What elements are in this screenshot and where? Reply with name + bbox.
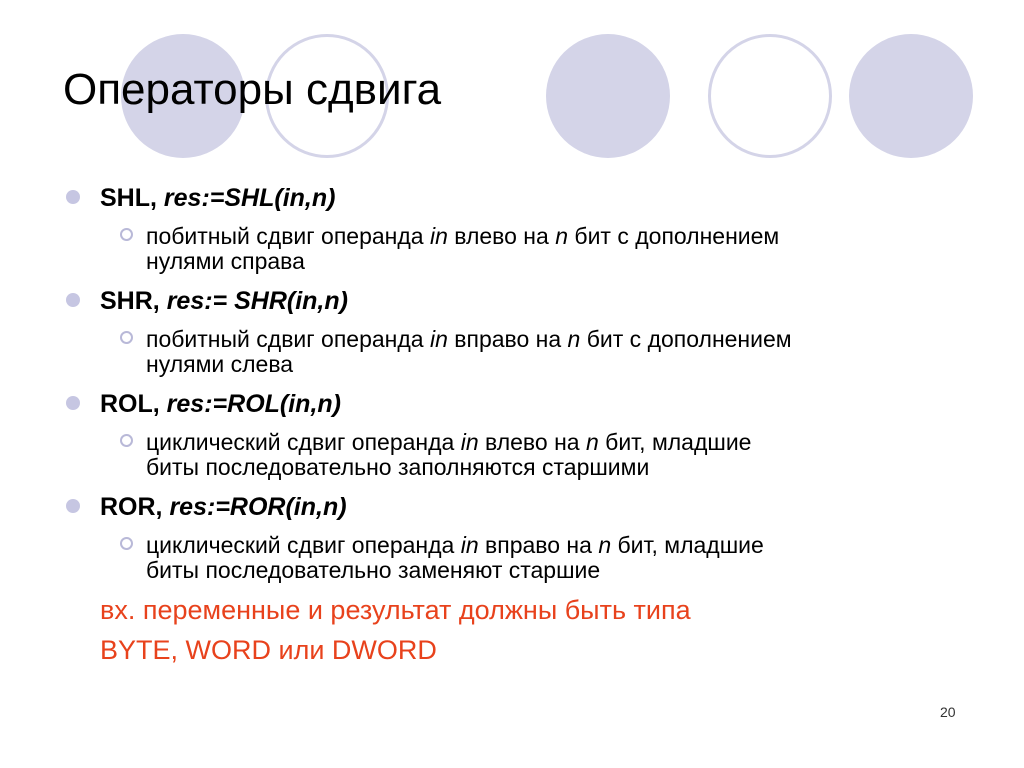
bullet-icon — [66, 190, 80, 204]
operator-description — [146, 224, 779, 274]
operator-item-rol — [100, 390, 341, 419]
description-line — [146, 533, 764, 558]
decorative-circle-filled — [546, 34, 670, 158]
operator-syntax: res:=SHL(in,n) — [163, 184, 336, 212]
desc-text: вправо на — [447, 326, 568, 352]
desc-var: in — [460, 429, 479, 455]
slide-title: Операторы сдвига — [63, 65, 442, 114]
description-line: биты последовательно заполняются старшими — [146, 454, 650, 480]
desc-text: бит с дополнением — [580, 326, 792, 352]
operator-syntax: res:=ROR(in,n) — [169, 493, 347, 521]
page-number: 20 — [940, 704, 956, 720]
operator-description — [146, 533, 764, 583]
operator-item-shl — [100, 184, 335, 213]
desc-text: влево на — [447, 223, 556, 249]
sub-bullet-icon — [120, 434, 133, 447]
operator-item-shr — [100, 287, 348, 316]
note-line: BYTE, WORD или DWORD — [100, 635, 437, 665]
description-line — [146, 430, 751, 455]
description-line: биты последовательно заменяют старшие — [146, 557, 601, 583]
decorative-circle-filled — [849, 34, 973, 158]
desc-var: n — [598, 532, 612, 558]
sub-bullet-icon — [120, 537, 133, 550]
operator-description — [146, 327, 792, 377]
desc-text: бит, младшие — [611, 532, 764, 558]
desc-var: in — [429, 223, 448, 249]
sub-bullet-icon — [120, 331, 133, 344]
type-note — [100, 590, 691, 670]
operator-name: ROL, — [100, 390, 160, 418]
operator-item-ror — [100, 493, 347, 522]
desc-var: in — [460, 532, 479, 558]
desc-var: n — [567, 326, 581, 352]
description-line: нулями слева — [146, 351, 294, 377]
bullet-icon — [66, 499, 80, 513]
operator-name: SHL, — [100, 184, 157, 212]
description-line — [146, 224, 779, 249]
desc-text: вправо на — [478, 532, 599, 558]
desc-text: циклический сдвиг операнда — [146, 532, 461, 558]
desc-text: побитный сдвиг операнда — [146, 223, 430, 249]
desc-var: in — [429, 326, 448, 352]
operator-syntax: res:= SHR(in,n) — [166, 287, 348, 315]
operator-name: ROR, — [100, 493, 163, 521]
description-line — [146, 327, 792, 352]
desc-text: бит, младшие — [598, 429, 752, 455]
desc-var: n — [555, 223, 568, 249]
desc-text: влево на — [478, 429, 586, 455]
sub-bullet-icon — [120, 228, 133, 241]
bullet-icon — [66, 396, 80, 410]
operator-name: SHR, — [100, 287, 160, 315]
desc-text: циклический сдвиг операнда — [146, 429, 461, 455]
description-line: нулями справа — [146, 248, 305, 274]
desc-text: побитный сдвиг операнда — [146, 326, 430, 352]
operator-description — [146, 430, 751, 480]
bullet-icon — [66, 293, 80, 307]
decorative-circle-outlined — [708, 34, 832, 158]
operator-syntax: res:=ROL(in,n) — [166, 390, 341, 418]
desc-var: n — [585, 429, 599, 455]
desc-text: бит с дополнением — [568, 223, 780, 249]
note-line: вх. переменные и результат должны быть типа — [100, 595, 691, 625]
